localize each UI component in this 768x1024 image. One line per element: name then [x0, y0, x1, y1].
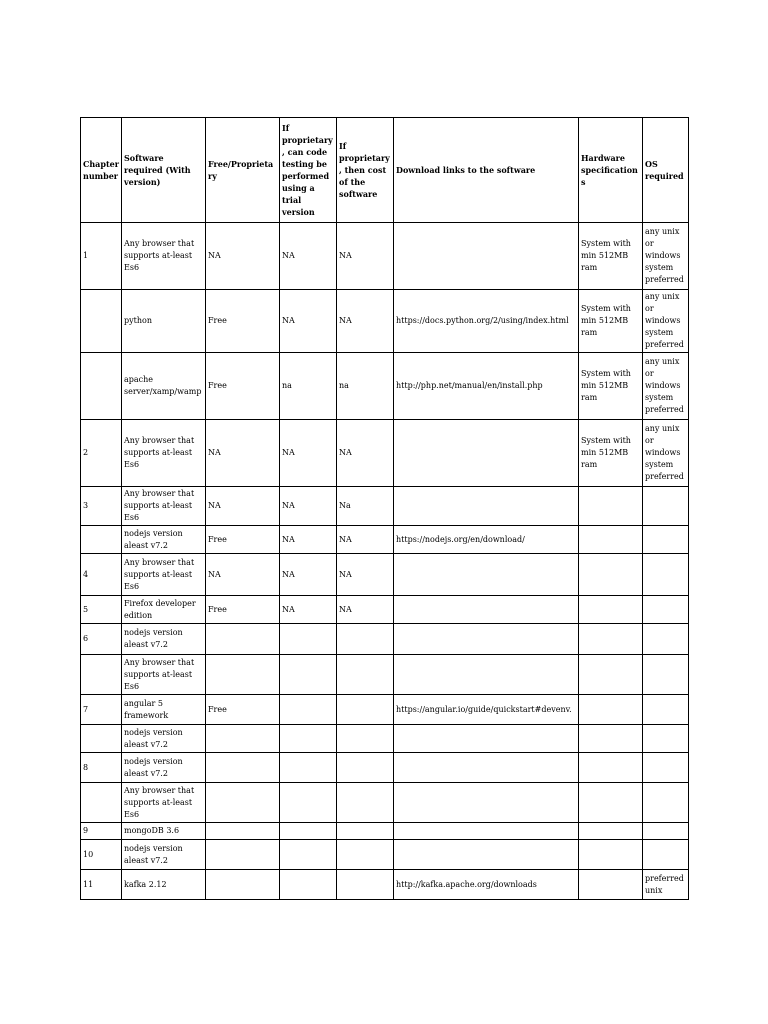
download-link-cell: http://kafka.apache.org/downloads — [394, 870, 579, 900]
license-cell: Free — [206, 353, 280, 420]
software-cell: mongoDB 3.6 — [122, 823, 206, 840]
download-link-cell — [394, 624, 579, 655]
hardware-cell — [579, 840, 643, 870]
hardware-cell — [579, 526, 643, 554]
os-cell — [643, 655, 689, 695]
download-link-cell: https://nodejs.org/en/download/ — [394, 526, 579, 554]
license-cell — [206, 725, 280, 753]
os-cell — [643, 753, 689, 783]
chapter-cell: 9 — [81, 823, 122, 840]
license-cell: Free — [206, 596, 280, 624]
trial-cell — [280, 655, 337, 695]
table-row — [81, 554, 689, 596]
chapter-cell: 3 — [81, 487, 122, 526]
os-cell — [643, 624, 689, 655]
cost-cell: Na — [337, 487, 394, 526]
cost-cell: na — [337, 353, 394, 420]
software-cell: nodejs version aleast v7.2 — [122, 840, 206, 870]
license-cell — [206, 870, 280, 900]
trial-cell — [280, 624, 337, 655]
header-software-required: Software required (With version) — [122, 118, 206, 223]
license-cell: Free — [206, 695, 280, 725]
chapter-cell: 6 — [81, 624, 122, 655]
os-cell — [643, 823, 689, 840]
software-cell: Any browser that supports at-least Es6 — [122, 420, 206, 487]
trial-cell: NA — [280, 487, 337, 526]
software-cell: nodejs version aleast v7.2 — [122, 624, 206, 655]
os-cell: any unix or windows system preferred — [643, 290, 689, 353]
software-cell: Any browser that supports at-least Es6 — [122, 487, 206, 526]
license-cell: NA — [206, 223, 280, 290]
software-cell: python — [122, 290, 206, 353]
cost-cell — [337, 624, 394, 655]
download-link-cell — [394, 783, 579, 823]
software-cell: apache server/xamp/wamp — [122, 353, 206, 420]
hardware-cell — [579, 655, 643, 695]
hardware-cell — [579, 725, 643, 753]
table-row — [81, 290, 689, 353]
trial-cell: NA — [280, 223, 337, 290]
table-row — [81, 725, 689, 753]
hardware-cell — [579, 783, 643, 823]
download-link-cell: https://docs.python.org/2/using/index.html — [394, 290, 579, 353]
os-cell: any unix or windows system preferred — [643, 420, 689, 487]
cost-cell: NA — [337, 420, 394, 487]
license-cell — [206, 753, 280, 783]
table-row — [81, 753, 689, 783]
chapter-cell: 11 — [81, 870, 122, 900]
license-cell — [206, 783, 280, 823]
cost-cell — [337, 823, 394, 840]
header-os-required: OS required — [643, 118, 689, 223]
download-link-cell — [394, 596, 579, 624]
cost-cell — [337, 695, 394, 725]
chapter-cell: 8 — [81, 753, 122, 783]
table-row — [81, 624, 689, 655]
hardware-cell — [579, 554, 643, 596]
trial-cell: NA — [280, 554, 337, 596]
cost-cell — [337, 840, 394, 870]
software-cell: nodejs version aleast v7.2 — [122, 526, 206, 554]
chapter-cell: 5 — [81, 596, 122, 624]
cost-cell — [337, 655, 394, 695]
cost-cell: NA — [337, 290, 394, 353]
trial-cell: NA — [280, 290, 337, 353]
download-link-cell — [394, 420, 579, 487]
cost-cell: NA — [337, 526, 394, 554]
hardware-cell — [579, 753, 643, 783]
os-cell — [643, 487, 689, 526]
table-row — [81, 783, 689, 823]
download-link-cell — [394, 753, 579, 783]
license-cell — [206, 823, 280, 840]
cost-cell: NA — [337, 223, 394, 290]
os-cell: preferred unix — [643, 870, 689, 900]
trial-cell — [280, 870, 337, 900]
header-hardware-specifications: Hardware specifications — [579, 118, 643, 223]
license-cell — [206, 840, 280, 870]
chapter-cell — [81, 655, 122, 695]
trial-cell — [280, 840, 337, 870]
header-cost: If proprietary, then cost of the software — [337, 118, 394, 223]
license-cell: Free — [206, 290, 280, 353]
software-cell: Any browser that supports at-least Es6 — [122, 223, 206, 290]
table-row — [81, 526, 689, 554]
software-cell: Any browser that supports at-least Es6 — [122, 655, 206, 695]
table-row — [81, 487, 689, 526]
chapter-cell — [81, 526, 122, 554]
hardware-cell — [579, 695, 643, 725]
chapter-cell: 2 — [81, 420, 122, 487]
os-cell — [643, 725, 689, 753]
chapter-cell: 1 — [81, 223, 122, 290]
table-row — [81, 823, 689, 840]
table-row — [81, 655, 689, 695]
header-free-proprietary: Free/Proprietary — [206, 118, 280, 223]
license-cell: NA — [206, 420, 280, 487]
chapter-cell: 10 — [81, 840, 122, 870]
download-link-cell — [394, 823, 579, 840]
table-row — [81, 420, 689, 487]
software-cell: Firefox developer edition — [122, 596, 206, 624]
license-cell: NA — [206, 554, 280, 596]
trial-cell — [280, 823, 337, 840]
cost-cell — [337, 870, 394, 900]
download-link-cell — [394, 554, 579, 596]
cost-cell — [337, 783, 394, 823]
os-cell — [643, 596, 689, 624]
cost-cell — [337, 753, 394, 783]
software-cell: nodejs version aleast v7.2 — [122, 753, 206, 783]
header-trial-version: If proprietary, can code testing be performed using a trial version — [280, 118, 337, 223]
table-row — [81, 870, 689, 900]
table-row — [81, 596, 689, 624]
hardware-cell: System with min 512MB ram — [579, 290, 643, 353]
download-link-cell: https://angular.io/guide/quickstart#devenv. — [394, 695, 579, 725]
table-row — [81, 695, 689, 725]
os-cell — [643, 526, 689, 554]
license-cell: NA — [206, 487, 280, 526]
software-cell: Any browser that supports at-least Es6 — [122, 783, 206, 823]
hardware-cell — [579, 870, 643, 900]
table-row — [81, 223, 689, 290]
trial-cell: NA — [280, 526, 337, 554]
trial-cell: NA — [280, 596, 337, 624]
os-cell — [643, 783, 689, 823]
chapter-cell — [81, 725, 122, 753]
hardware-cell — [579, 596, 643, 624]
os-cell: any unix or windows system preferred — [643, 223, 689, 290]
table-header-row — [81, 118, 689, 223]
license-cell — [206, 624, 280, 655]
chapter-cell: 7 — [81, 695, 122, 725]
trial-cell: na — [280, 353, 337, 420]
trial-cell — [280, 783, 337, 823]
cost-cell: NA — [337, 596, 394, 624]
table-body — [81, 223, 689, 900]
os-cell — [643, 695, 689, 725]
download-link-cell — [394, 840, 579, 870]
download-link-cell — [394, 725, 579, 753]
hardware-cell: System with min 512MB ram — [579, 353, 643, 420]
chapter-cell — [81, 290, 122, 353]
trial-cell — [280, 753, 337, 783]
header-download-links: Download links to the software — [394, 118, 579, 223]
chapter-cell — [81, 783, 122, 823]
software-requirements-table — [80, 117, 689, 900]
chapter-cell — [81, 353, 122, 420]
hardware-cell: System with min 512MB ram — [579, 420, 643, 487]
license-cell — [206, 655, 280, 695]
download-link-cell — [394, 487, 579, 526]
software-cell: nodejs version aleast v7.2 — [122, 725, 206, 753]
os-cell: any unix or windows system preferred — [643, 353, 689, 420]
download-link-cell: http://php.net/manual/en/install.php — [394, 353, 579, 420]
chapter-cell: 4 — [81, 554, 122, 596]
trial-cell: NA — [280, 420, 337, 487]
hardware-cell — [579, 624, 643, 655]
header-chapter-number: Chapter number — [81, 118, 122, 223]
software-cell: Any browser that supports at-least Es6 — [122, 554, 206, 596]
trial-cell — [280, 695, 337, 725]
cost-cell: NA — [337, 554, 394, 596]
software-cell: kafka 2.12 — [122, 870, 206, 900]
cost-cell — [337, 725, 394, 753]
table-row — [81, 353, 689, 420]
download-link-cell — [394, 223, 579, 290]
download-link-cell — [394, 655, 579, 695]
license-cell: Free — [206, 526, 280, 554]
os-cell — [643, 840, 689, 870]
software-cell: angular 5 framework — [122, 695, 206, 725]
os-cell — [643, 554, 689, 596]
hardware-cell — [579, 487, 643, 526]
hardware-cell — [579, 823, 643, 840]
trial-cell — [280, 725, 337, 753]
hardware-cell: System with min 512MB ram — [579, 223, 643, 290]
table-row — [81, 840, 689, 870]
